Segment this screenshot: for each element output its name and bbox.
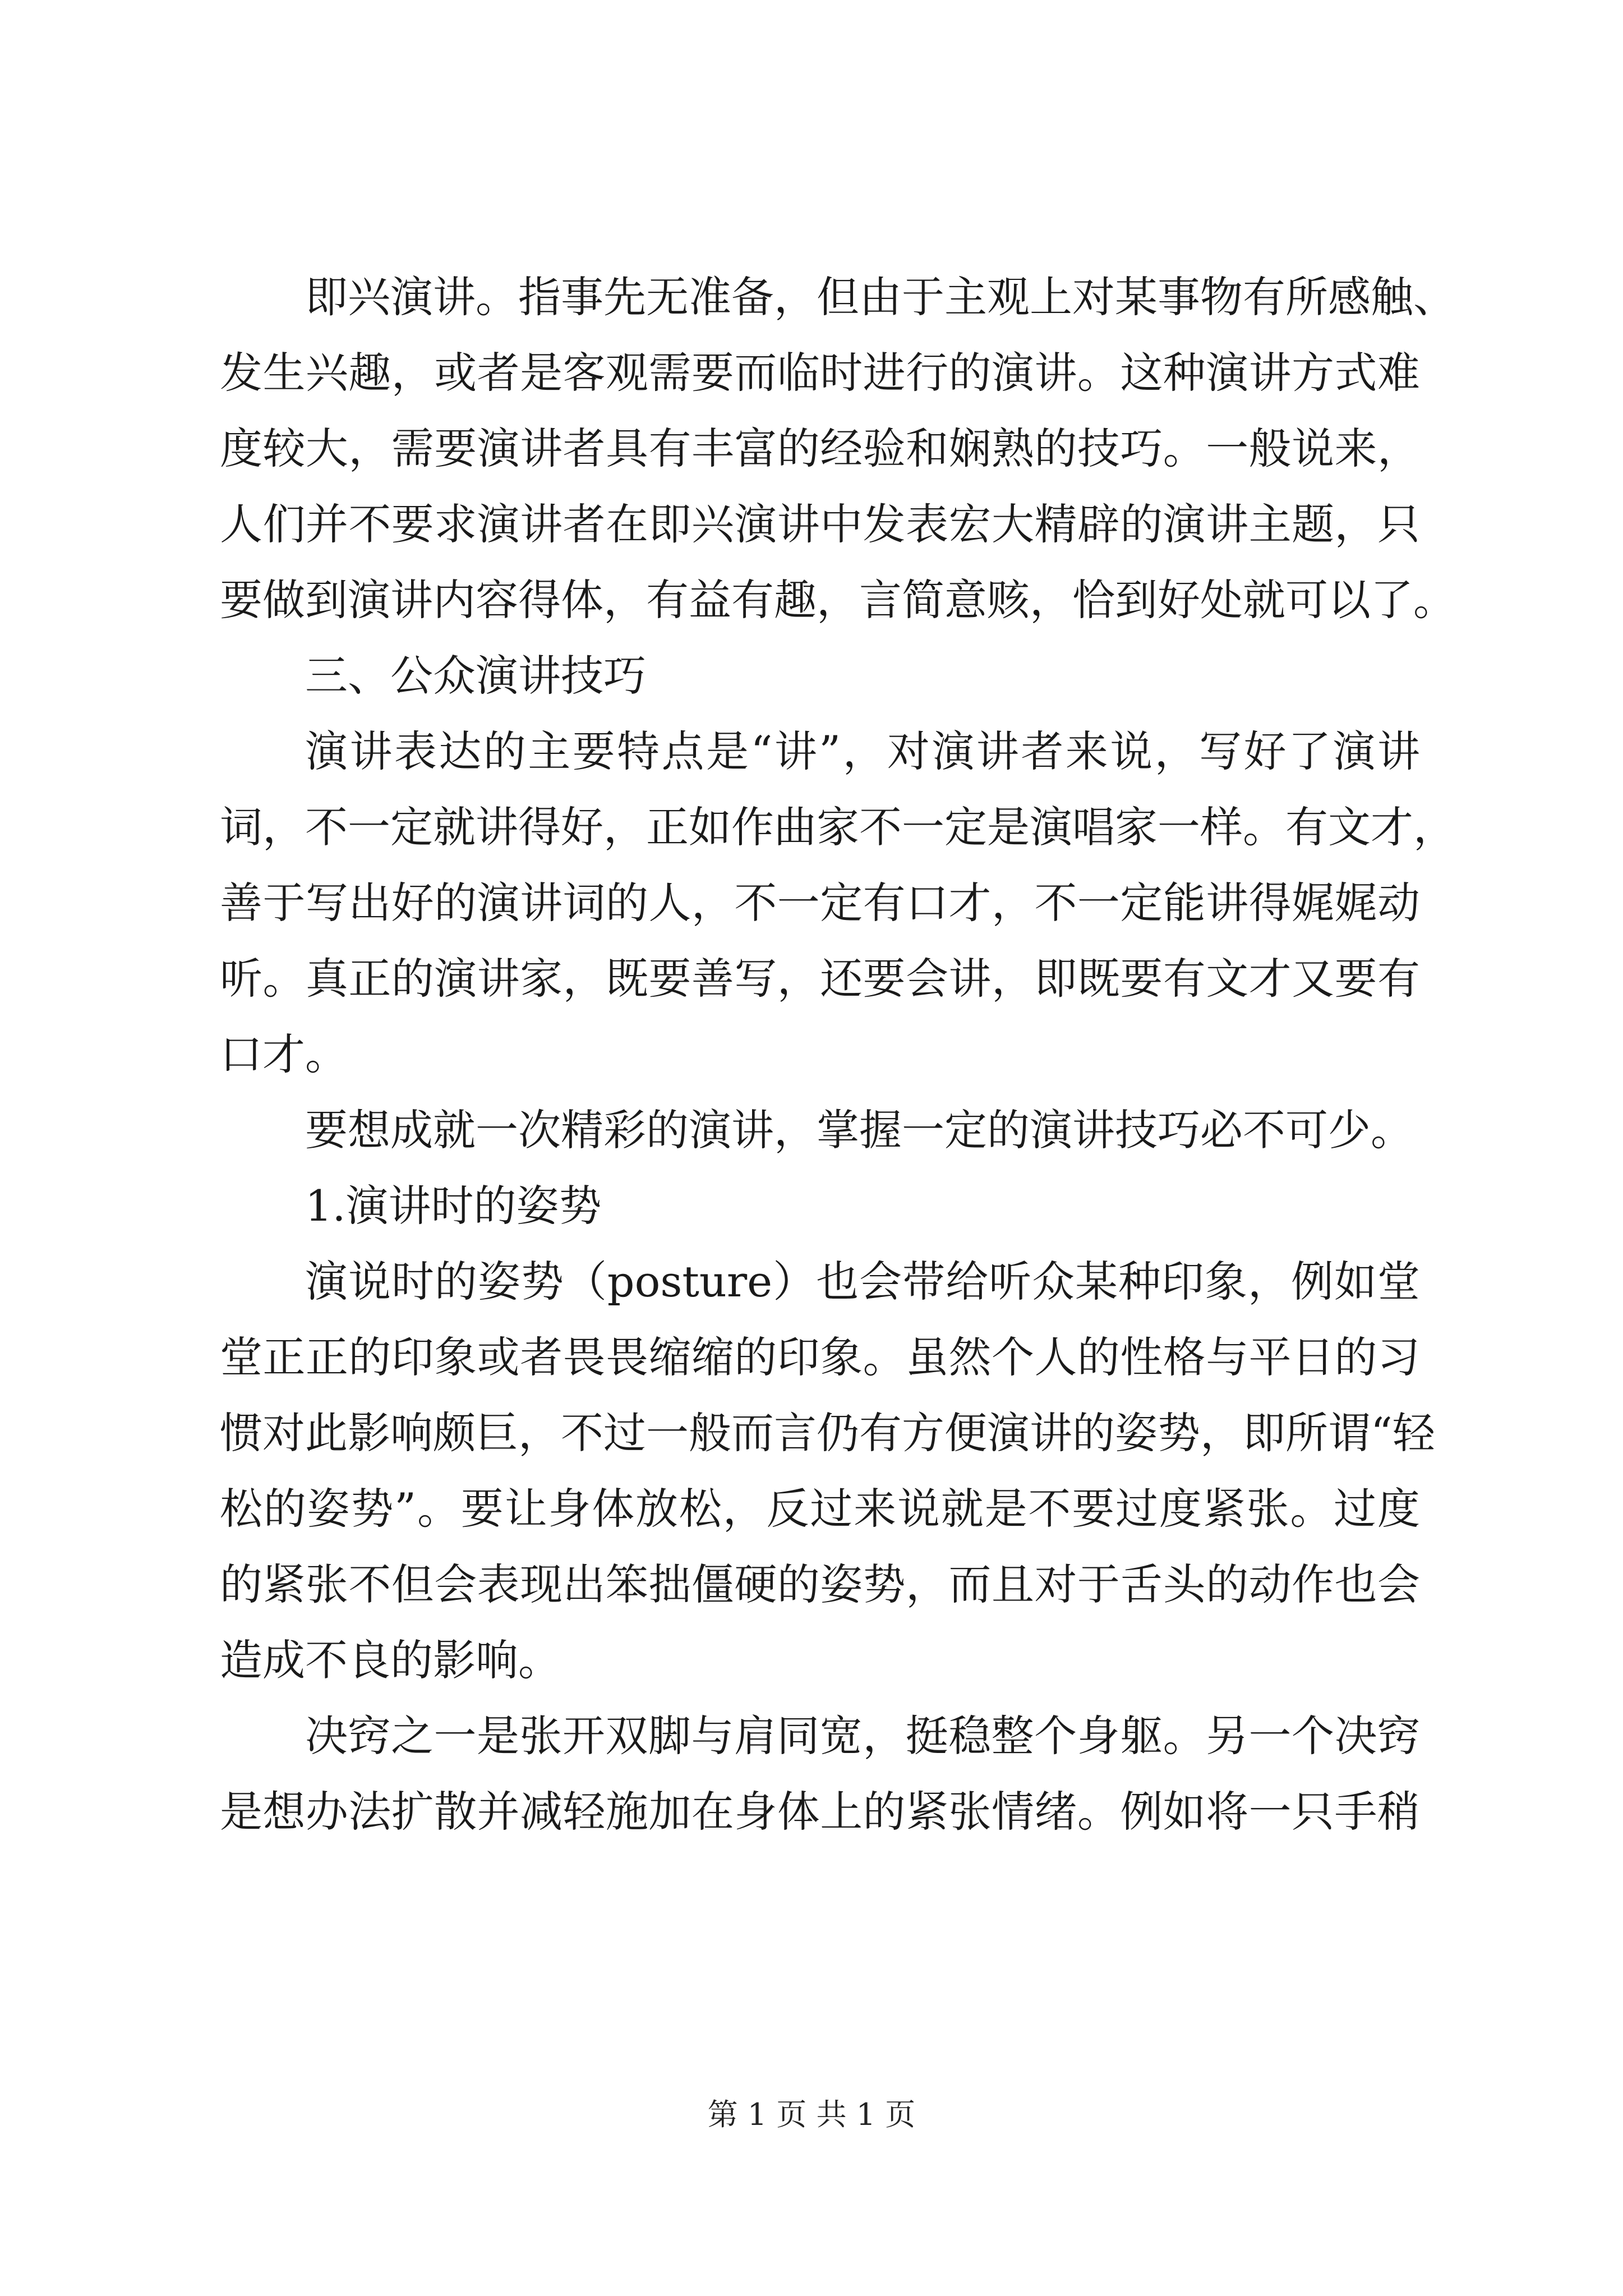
text-line: 要做到演讲内容得体，有益有趣，言简意赅，恰到好处就可以了。 xyxy=(220,575,1456,625)
text-line: 口才。 xyxy=(220,1029,348,1079)
text-line: 是想办法扩散并减轻施加在身体上的紧张情绪。例如将一只手稍 xyxy=(220,1787,1420,1837)
text-line: 松的姿势”。要让身体放松，反过来说就是不要过度紧张。过度 xyxy=(220,1484,1420,1534)
text-line: 1.演讲时的姿势 xyxy=(305,1181,602,1231)
text-line: 词，不一定就讲得好，正如作曲家不一定是演唱家一样。有文才， xyxy=(220,802,1456,852)
text-line: 三、公众演讲技巧 xyxy=(305,651,646,701)
text-line: 听。真正的演讲家，既要善写，还要会讲，即既要有文才又要有 xyxy=(220,954,1420,1004)
text-line: 决窍之一是张开双脚与肩同宽，挺稳整个身躯。另一个决窍 xyxy=(305,1711,1420,1761)
text-line: 即兴演讲。指事先无准备，但由于主观上对某事物有所感触、 xyxy=(305,272,1456,322)
text-line: 演讲表达的主要特点是“讲”，对演讲者来说，写好了演讲 xyxy=(305,726,1420,776)
text-line: 惯对此影响颇巨，不过一般而言仍有方便演讲的姿势，即所谓“轻 xyxy=(220,1408,1435,1458)
text-line: 人们并不要求演讲者在即兴演讲中发表宏大精辟的演讲主题，只 xyxy=(220,499,1420,549)
text-line: 度较大，需要演讲者具有丰富的经验和娴熟的技巧。一般说来， xyxy=(220,424,1420,473)
document-body xyxy=(220,259,1456,1849)
text-line: 发生兴趣，或者是客观需要而临时进行的演讲。这种演讲方式难 xyxy=(220,348,1420,398)
page-number: 第 1 页 共 1 页 xyxy=(707,2097,916,2132)
text-line: 的紧张不但会表现出笨拙僵硬的姿势，而且对于舌头的动作也会 xyxy=(220,1559,1420,1609)
page-footer xyxy=(0,2092,1623,2137)
text-line: 要想成就一次精彩的演讲，掌握一定的演讲技巧必不可少。 xyxy=(305,1105,1413,1155)
text-line: 善于写出好的演讲词的人，不一定有口才，不一定能讲得娓娓动 xyxy=(220,878,1420,928)
text-line: 演说时的姿势（posture）也会带给听众某种印象，例如堂 xyxy=(305,1257,1420,1306)
text-line: 堂正正的印象或者畏畏缩缩的印象。虽然个人的性格与平日的习 xyxy=(220,1332,1420,1382)
text-line: 造成不良的影响。 xyxy=(220,1635,561,1685)
